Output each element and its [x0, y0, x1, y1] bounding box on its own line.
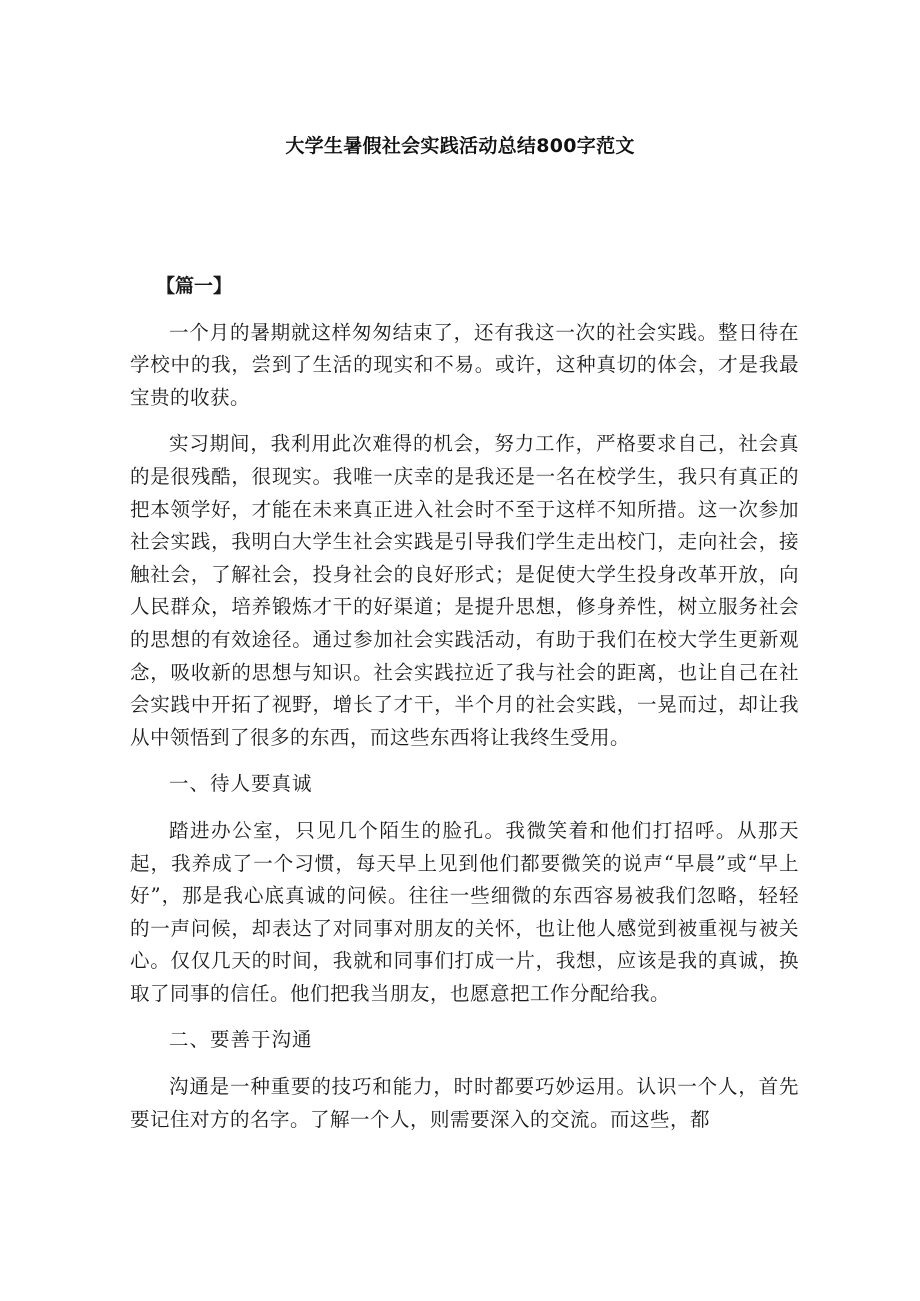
paragraph-sincerity: 踏进办公室，只见几个陌生的脸孔。我微笑着和他们打招呼。从那天起，我养成了一个习惯，每天早上见到他们都要微笑的说声“早晨”或“早上好”，那是我心底真诚的问候。往往一些细微的东西容易被我们忽略，轻轻的一声问候，却表达了对同事对朋友的关怀，也让他人感觉到被重视与被关心。仅仅几天的时间，我就和同事们打成一片，我想，应该是我的真诚，换取了同事的信任。他们把我当朋友，也愿意把工作分配给我。: [130, 818, 799, 1005]
paragraph-communication: 沟通是一种重要的技巧和能力，时时都要巧妙运用。认识一个人，首先要记住对方的名字。了解一个人，则需要深入的交流。而这些，都: [130, 1075, 799, 1131]
paragraph-intro: 一个月的暑期就这样匆匆结束了，还有我这一次的社会实践。整日待在学校中的我，尝到了生活的现实和不易。或许，这种真切的体会，才是我最宝贵的收获。: [130, 320, 799, 409]
paragraph-internship: 实习期间，我利用此次难得的机会，努力工作，严格要求自己，社会真的是很残酷，很现实。我唯一庆幸的是我还是一名在校学生，我只有真正的把本领学好，才能在未来真正进入社会时不至于这样不知所措。这一次参加社会实践，我明白大学生社会实践是引导我们学生走出校门，走向社会，接触社会，了解社会，投身社会的良好形式；是促使大学生投身改革开放，向人民群众，培养锻炼才干的好渠道；是提升思想，修身养性，树立服务社会的思想的有效途径。通过参加社会实践活动，有助于我们在校大学生更新观念，吸收新的思想与知识。社会实践拉近了我与社会的距离，也让自己在社会实践中开拓了视野，增长了才干，半个月的社会实践，一晃而过，却让我从中领悟到了很多的东西，而这些东西将让我终生受用。: [130, 432, 799, 749]
section-label: 【篇一】: [156, 275, 233, 297]
subheading-communication: 二、要善于沟通: [169, 1028, 313, 1052]
document-body: [130, 270, 799, 1150]
document-title: 大学生暑假社会实践活动总结800字范文: [285, 135, 635, 157]
subheading-sincerity: 一、待人要真诚: [169, 772, 313, 796]
